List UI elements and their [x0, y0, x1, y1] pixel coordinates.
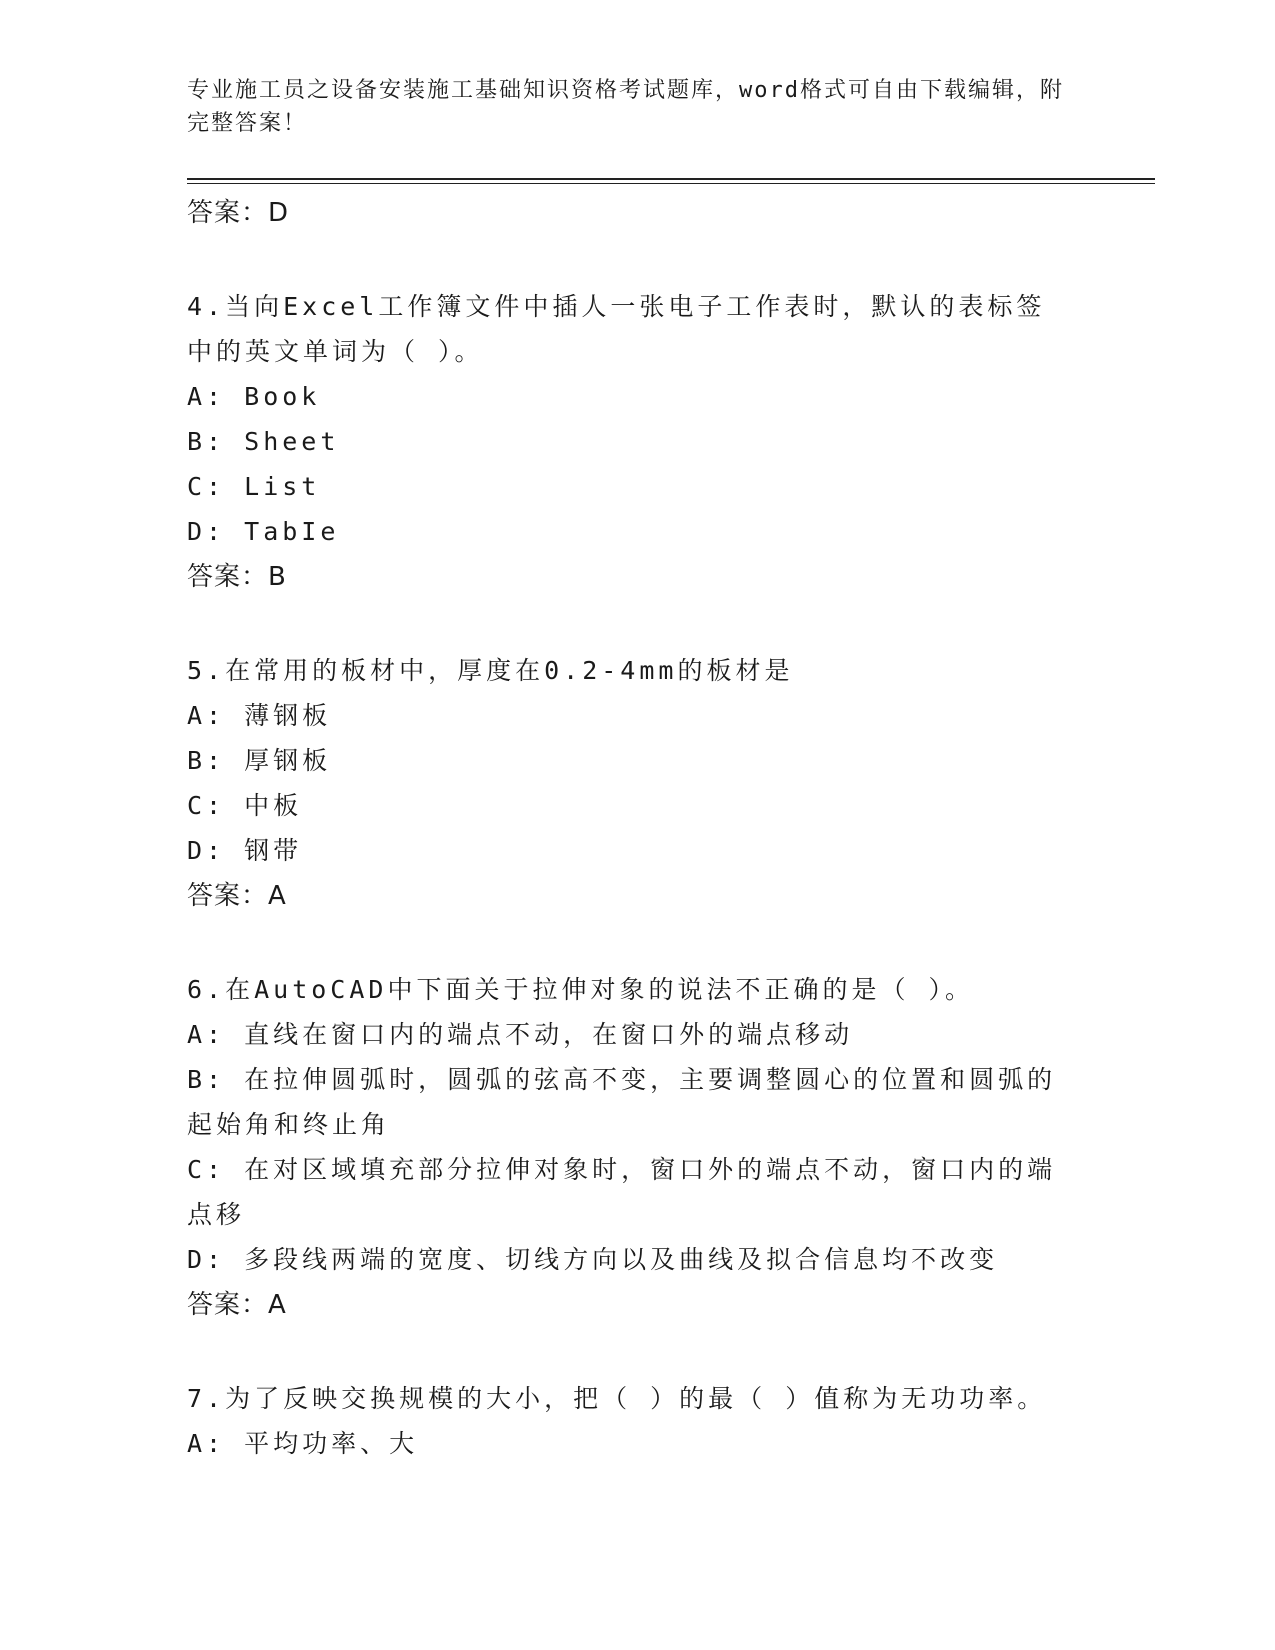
- option-c: C: List: [187, 472, 321, 501]
- option-c: C: 在对区域填充部分拉伸对象时，窗口外的端点不动，窗口内的端点移: [187, 1155, 1057, 1229]
- question-stem: 6.在AutoCAD中下面关于拉伸对象的说法不正确的是（ ）。: [187, 975, 975, 1004]
- question-block-7: [187, 1376, 1087, 1466]
- option-b: B: 在拉伸圆弧时，圆弧的弦高不变，主要调整圆心的位置和圆弧的起始角和终止角: [187, 1065, 1057, 1139]
- page-header-text: 专业施工员之设备安装施工基础知识资格考试题库，word格式可自由下载编辑，附完整答案！: [187, 78, 1064, 136]
- answer-line: 答案：B: [187, 562, 287, 592]
- option-d: D: TabIe: [187, 517, 340, 546]
- option-a: A: 薄钢板: [187, 701, 332, 730]
- option-a: A: Book: [187, 382, 321, 411]
- question-stem: 7.为了反映交换规模的大小，把（ ）的最（ ）值称为无功功率。: [187, 1384, 1047, 1413]
- question-stem: 4.当向Excel工作簿文件中插人一张电子工作表时，默认的表标签中的英文单词为（ ）。: [187, 292, 1046, 366]
- header-divider-thin: [187, 183, 1155, 184]
- question-stem: 5.在常用的板材中，厚度在0.2-4mm的板材是: [187, 656, 794, 685]
- option-d: D: 钢带: [187, 836, 303, 865]
- option-a: A: 直线在窗口内的端点不动，在窗口外的端点移动: [187, 1020, 854, 1049]
- question-block-4: [187, 284, 1087, 600]
- option-a: A: 平均功率、大: [187, 1429, 419, 1458]
- answer-line: 答案：A: [187, 881, 287, 911]
- answer-line: 答案：D: [187, 198, 290, 228]
- option-c: C: 中板: [187, 791, 303, 820]
- header-divider-thick: [187, 178, 1155, 180]
- question-block-5: [187, 648, 1087, 919]
- question-block-6: [187, 967, 1087, 1328]
- answer-line: 答案：A: [187, 1290, 287, 1320]
- question-list: [187, 190, 1087, 1466]
- option-d: D: 多段线两端的宽度、切线方向以及曲线及拟合信息均不改变: [187, 1245, 999, 1274]
- option-b: B: Sheet: [187, 427, 340, 456]
- option-b: B: 厚钢板: [187, 746, 332, 775]
